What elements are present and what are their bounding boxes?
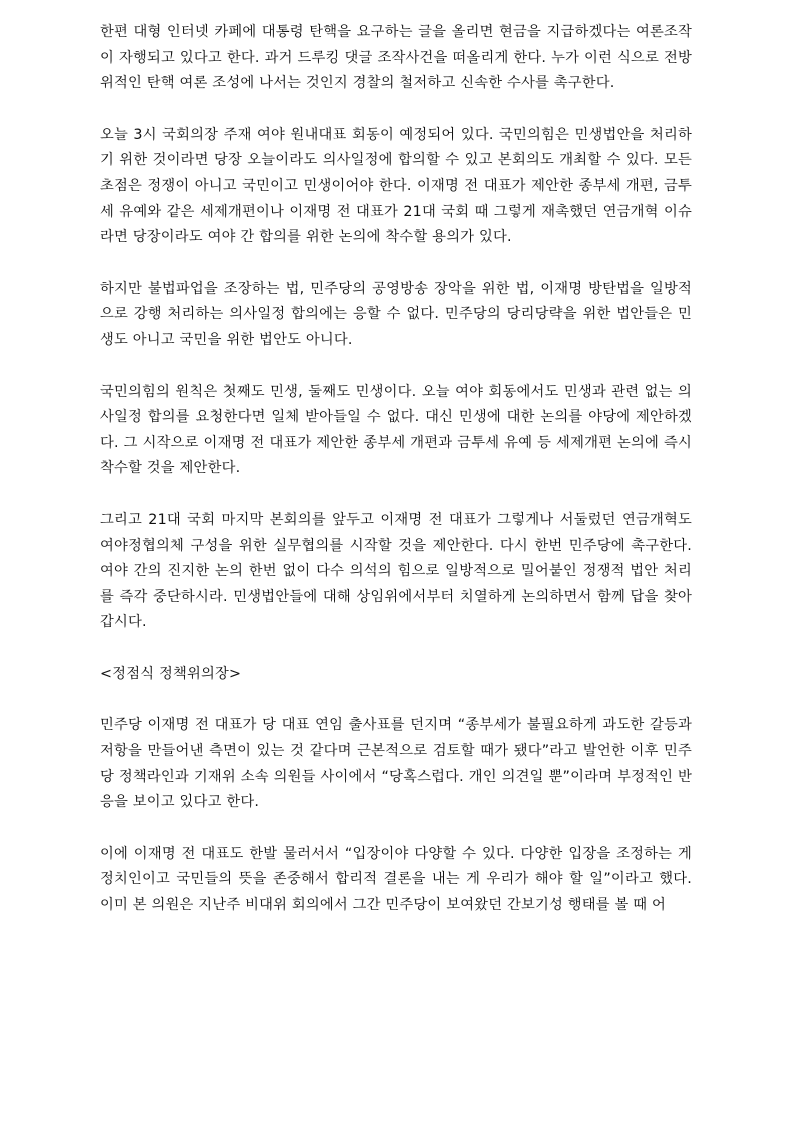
paragraph-3: 하지만 불법파업을 조장하는 법, 민주당의 공영방송 장악을 위한 법, 이재명 방탄법을 일방적으로 강행 처리하는 의사일정 합의에는 응할 수 없다. 민주당의 당리당략을 위한 법안들은 민생도 아니고 국민을 위한 법안도 아니다. <box>100 280 692 348</box>
paragraph-1: 한편 대형 인터넷 카페에 대통령 탄핵을 요구하는 글을 올리면 현금을 지급하겠다는 여론조작이 자행되고 있다고 한다. 과거 드루킹 댓글 조작사건을 떠올리게 한다. 누가 이런 식으로 전방위적인 탄핵 여론 조성에 나서는 것인지 경찰의 철저하고 신속한 수사를 촉구한다. <box>100 24 692 92</box>
document-page <box>100 20 692 945</box>
paragraph-7: 이에 이재명 전 대표도 한발 물러서서 “입장이야 다양할 수 있다. 다양한 입장을 조정하는 게 정치인이고 국민들의 뜻을 존중해서 합리적 결론을 내는 게 우리가 해야 할 일”이라고 했다. 이미 본 의원은 지난주 비대위 회의에서 그간 민주당이 보여왔던 간보기성 행태를 볼 때 어 <box>100 845 692 914</box>
paragraph-6: 민주당 이재명 전 대표가 당 대표 연임 출사표를 던지며 “종부세가 불필요하게 과도한 갈등과 저항을 만들어낸 측면이 있는 것 같다며 근본적으로 검토할 때가 됐다”라고 발언한 이후 민주당 정책라인과 기재위 소속 의원들 사이에서 “당혹스럽다. 개인 의견일 뿐”이라며 부정적인 반응을 보이고 있다고 한다. <box>100 717 692 811</box>
paragraph-4: 국민의힘의 원칙은 첫째도 민생, 둘째도 민생이다. 오늘 여야 회동에서도 민생과 관련 없는 의사일정 합의를 요청한다면 일체 받아들일 수 없다. 대신 민생에 대한 논의를 야당에 제안하겠다. 그 시작으로 이재명 전 대표가 제안한 종부세 개편과 금투세 유예 등 세제개편 논의에 즉시 착수할 것을 제안한다. <box>100 383 692 477</box>
speaker-heading: <정점식 정책위의장> <box>100 665 242 682</box>
paragraph-2: 오늘 3시 국회의장 주재 여야 원내대표 회동이 예정되어 있다. 국민의힘은 민생법안을 처리하기 위한 것이라면 당장 오늘이라도 의사일정에 합의할 수 있고 본회의도 개최할 수 있다. 모든 초점은 정쟁이 아니고 국민이고 민생이어야 한다. 이재명 전 대표가 제안한 종부세 개편, 금투세 유예와 같은 세제개편이나 이재명 전 대표가 21대 국회 때 그렇게 재촉했던 연금개혁 이슈라면 당장이라도 여야 간 합의를 위한 논의에 착수할 용의가 있다. <box>100 126 692 246</box>
paragraph-5: 그리고 21대 국회 마지막 본회의를 앞두고 이재명 전 대표가 그렇게나 서둘렀던 연금개혁도 여야정협의체 구성을 위한 실무협의를 시작할 것을 제안한다. 다시 한번 민주당에 촉구한다. 여야 간의 진지한 논의 한번 없이 다수 의석의 힘으로 일방적으로 밀어붙인 정쟁적 법안 처리를 즉각 중단하시라. 민생법안들에 대해 상임위에서부터 치열하게 논의하면서 함께 답을 찾아갑시다. <box>100 511 692 631</box>
